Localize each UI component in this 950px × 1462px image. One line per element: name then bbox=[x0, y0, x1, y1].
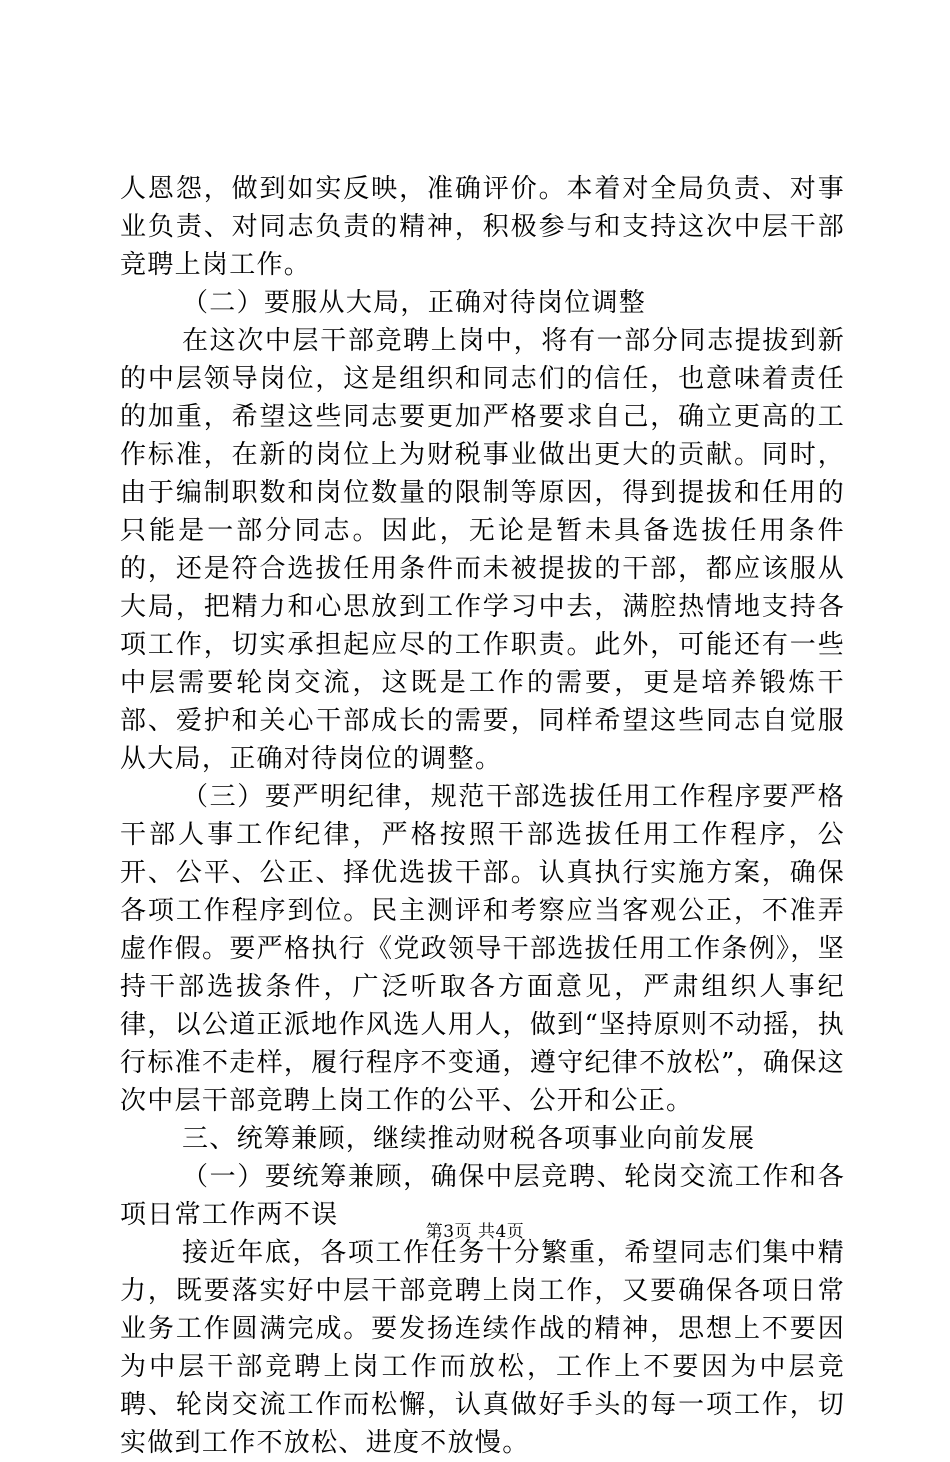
paragraph: 接近年底，各项工作任务十分繁重，希望同志们集中精力，既要落实好中层干部竞聘上岗工作，又要确保各项日常业务工作圆满完成。要发扬连续作战的精神，思想上不要因为中层干部竞聘上岗工作而放松，工作上不要因为中层竞聘、轮岗交流工作而松懈，认真做好手头的每一项工作，切实做到工作不放松、进度不放慢。 bbox=[120, 1238, 845, 1458]
chapter-heading: 三、统筹兼顾，继续推动财税各项事业向前发展 bbox=[182, 1124, 756, 1154]
paragraph-continuation: 人恩怨，做到如实反映，准确评价。本着对全局负责、对事业负责、对同志负责的精神，积极参与和支持这次中层干部竞聘上岗工作。 bbox=[120, 174, 845, 280]
section-heading-3: （三）要严明纪律，规范干部选拔任用工作程序要严格干部人事工作纪律，严格按照干部选拔任用工作程序，公开、公平、公正、择优选拔干部。认真执行实施方案，确保各项工作程序到位。民主测评和考察应当客观公正，不准弄虚作假。要严格执行《党政领导干部选拔任用工作条例》，坚持干部选拔条件，广泛听取各方面意见，严肃组织人事纪律，以公道正派地作风选人用人，做到“坚持原则不动摇，执行标准不走样，履行程序不变通，遵守纪律不放松”，确保这次中层干部竞聘上岗工作的公平、公开和公正。 bbox=[120, 782, 845, 1116]
section-heading-1: （一）要统筹兼顾，确保中层竞聘、轮岗交流工作和各项日常工作两不误 bbox=[120, 1162, 845, 1230]
page-footer: 第3页 共4页 bbox=[425, 1222, 525, 1242]
section-heading-2: （二）要服从大局，正确对待岗位调整 bbox=[182, 288, 647, 318]
document-body bbox=[120, 170, 845, 1462]
paragraph: 在这次中层干部竞聘上岗中，将有一部分同志提拔到新的中层领导岗位，这是组织和同志们的信任，也意味着责任的加重，希望这些同志要更加严格要求自己，确立更高的工作标准，在新的岗位上为财税事业做出更大的贡献。同时，由于编制职数和岗位数量的限制等原因，得到提拔和任用的只能是一部分同志。因此，无论是暂未具备选拔任用条件的，还是符合选拔任用条件而未被提拔的干部，都应该服从大局，把精力和心思放到工作学习中去，满腔热情地支持各项工作，切实承担起应尽的工作职责。此外，可能还有一些中层需要轮岗交流，这既是工作的需要，更是培养锻炼干部、爱护和关心干部成长的需要，同样希望这些同志自觉服从大局，正确对待岗位的调整。 bbox=[120, 326, 845, 774]
